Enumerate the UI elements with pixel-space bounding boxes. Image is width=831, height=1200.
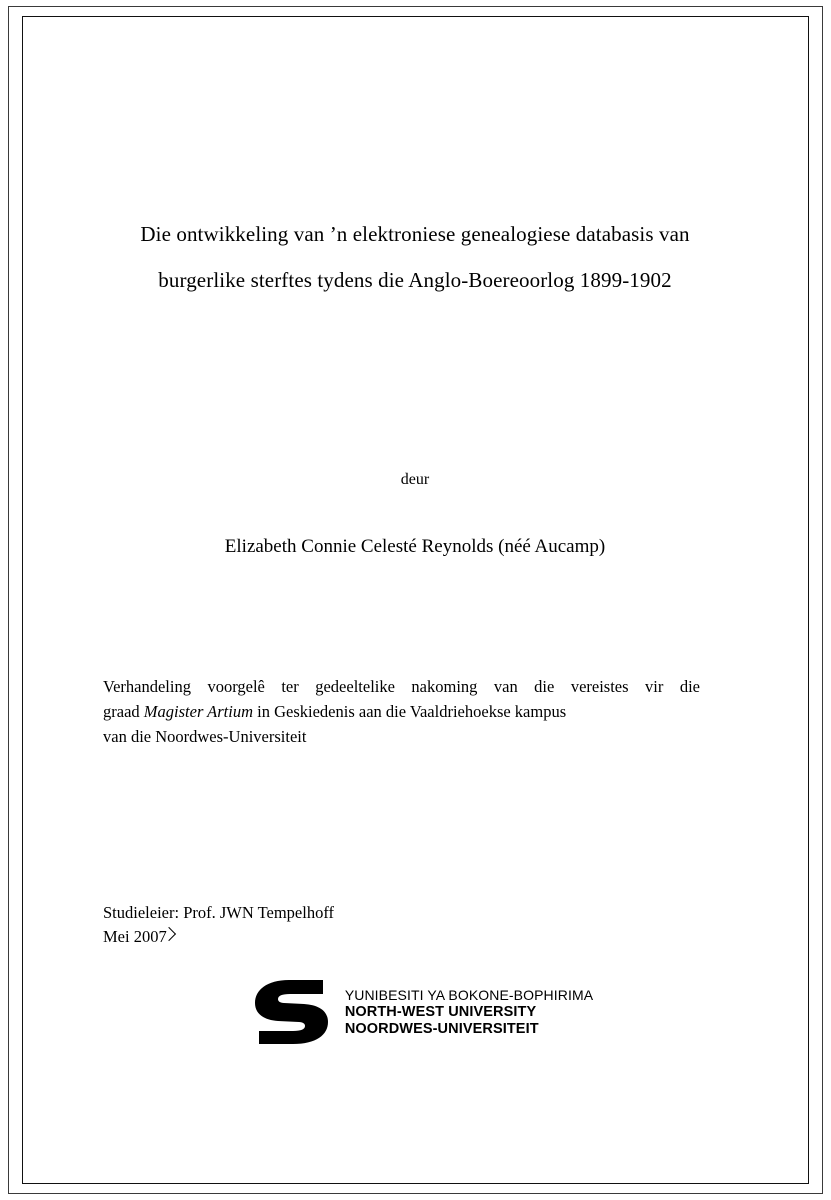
logo-text-line-1: YUNIBESITI YA BOKONE-BOPHIRIMA <box>344 986 594 1003</box>
logo-text-line-2: NORTH-WEST UNIVERSITY <box>344 1003 537 1020</box>
title-page-content <box>100 16 730 1184</box>
thesis-title <box>100 211 730 303</box>
university-logo <box>100 976 730 1048</box>
nwu-logo-icon <box>237 976 339 1048</box>
title-line-1: Die ontwikkeling van ’n elektroniese genealogiese databasis van <box>140 222 690 246</box>
by-label: deur <box>400 471 430 488</box>
degree-name-italic: Magister Artium <box>143 702 254 721</box>
author-name: Elizabeth Connie Celesté Reynolds (néé Aucamp) <box>224 536 606 557</box>
supervisor-block <box>103 901 603 949</box>
degree-statement-line-2-pre: graad <box>103 702 144 721</box>
university-logo-text <box>345 987 593 1038</box>
title-line-2: burgerlike sterftes tydens die Anglo-Boereoorlog 1899-1902 <box>158 268 672 292</box>
supervisor-line: Studieleier: Prof. JWN Tempelhoff <box>103 903 335 922</box>
degree-statement-line-2 <box>103 699 700 724</box>
degree-statement-line-2-post: in Geskiedenis aan die Vaaldriehoekse kampus <box>253 702 567 721</box>
degree-statement-line-3: van die Noordwes-Universiteit <box>103 727 307 746</box>
degree-statement-line-1: Verhandeling voorgelê ter gedeeltelike nakoming van die vereistes vir die <box>103 677 700 696</box>
degree-statement <box>103 674 700 749</box>
date-line: Mei 2007 <box>103 925 167 949</box>
logo-text-line-3: NOORDWES-UNIVERSITEIT <box>344 1020 539 1037</box>
